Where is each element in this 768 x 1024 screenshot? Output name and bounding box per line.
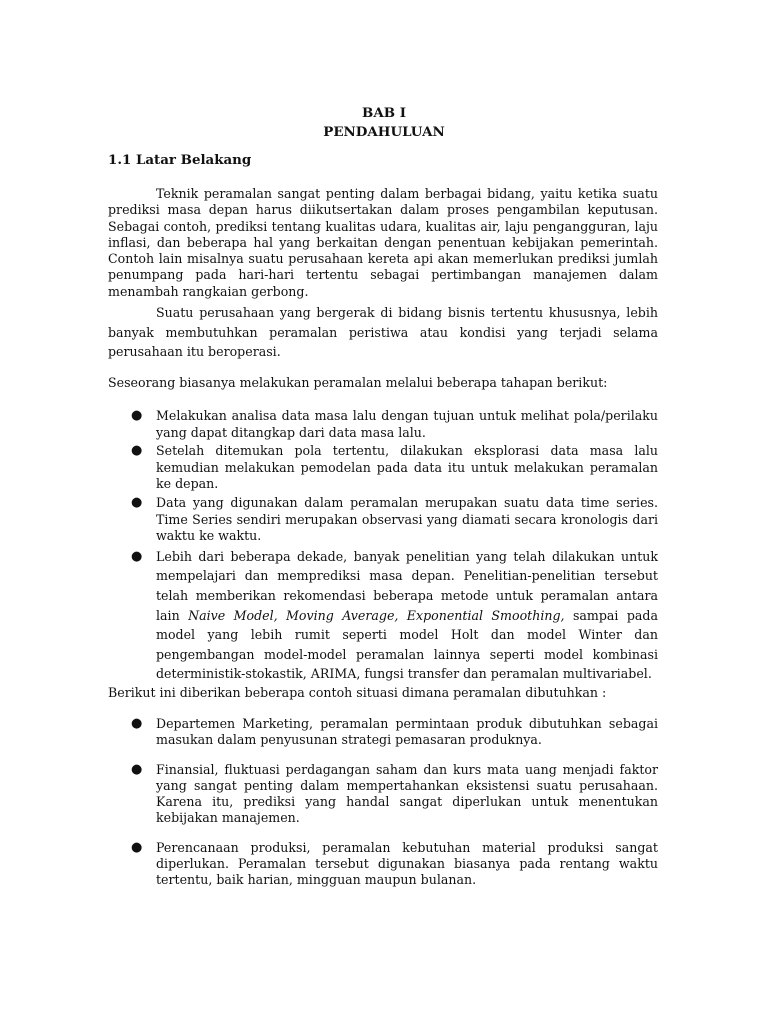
- list-item: [108, 547, 658, 684]
- paragraph-steps-intro: Seseorang biasanya melakukan peramalan melalui beberapa tahapan berikut:: [108, 375, 608, 390]
- list-item: [108, 443, 658, 493]
- steps-list: [108, 408, 658, 686]
- bullet-icon: ●: [131, 494, 143, 510]
- bullet-icon: ●: [131, 716, 143, 731]
- example-text: Perencanaan produksi, peramalan kebutuhan material produksi sangat diperlukan. Peramalan tersebut digunakan biasanya pada rentang waktu tertentu, baik harian, mingguan maupun bulanan.: [156, 839, 658, 888]
- bullet-icon: ●: [131, 761, 143, 777]
- paragraph-business: Suatu perusahaan yang bergerak di bidang bisnis tertentu khususnya, lebih banyak membutuhkan peramalan peristiwa atau kondisi yang terjadi selama perusahaan itu beroperasi.: [108, 305, 658, 360]
- step-text: Melakukan analisa data masa lalu dengan tujuan untuk melihat pola/perilaku yang dapat ditangkap dari data masa lalu.: [156, 408, 658, 440]
- paragraph-examples-intro: Berikut ini diberikan beberapa contoh situasi dimana peramalan dibutuhkan :: [108, 685, 607, 700]
- step-text-after: sampai pada model yang lebih rumit seperti model Holt dan model Winter dan pengembangan model-model peramalan lainnya seperti model kombinasi deterministik-stokastik, ARIMA, fungsi transfer dan peramalan multivariabel.: [156, 607, 658, 682]
- list-item: [108, 840, 658, 889]
- step-text: Data yang digunakan dalam peramalan merupakan suatu data time series. Time Series sendiri merupakan observasi yang diamati secara kronologis dari waktu ke waktu.: [156, 494, 658, 544]
- list-item: [108, 495, 658, 545]
- chapter-title: PENDAHULUAN: [323, 124, 445, 140]
- step-text: Setelah ditemukan pola tertentu, dilakukan eksplorasi data masa lalu kemudian melakukan pemodelan pada data itu untuk melakukan peramalan ke depan.: [156, 443, 658, 492]
- chapter-number: BAB I: [362, 105, 406, 121]
- examples-list: [108, 716, 658, 902]
- bullet-icon: ●: [131, 443, 143, 459]
- bullet-icon: ●: [131, 548, 143, 564]
- example-text: Finansial, fluktuasi perdagangan saham dan kurs mata uang menjadi faktor yang sangat penting dalam mempertahankan eksistensi suatu perusahaan. Karena itu, prediksi yang handal sangat diperlukan untuk menentukan kebijakan manajemen.: [156, 761, 658, 826]
- method-names: Naive Model, Moving Average, Exponential Smoothing,: [188, 607, 565, 623]
- section-title: 1.1 Latar Belakang: [108, 152, 252, 168]
- chapter-heading: [0, 104, 768, 142]
- paragraph-intro: Teknik peramalan sangat penting dalam berbagai bidang, yaitu ketika suatu prediksi masa depan harus diikutsertakan dalam proses pengambilan keputusan. Sebagai contoh, prediksi tentang kualitas udara, kualitas air, laju pengangguran, laju inflasi, dan beberapa hal yang berkaitan dengan penentuan kebijakan pemerintah. Contoh lain misalnya suatu perusahaan kereta api akan memerlukan prediksi jumlah penumpang pada hari-hari tertentu sebagai pertimbangan manajemen dalam menambah rangkaian gerbong.: [108, 186, 658, 299]
- step-text-before: Lebih dari beberapa dekade, banyak penelitian yang telah dilakukan untuk mempelajari dan memprediksi masa depan. Penelitian-penelitian tersebut telah memberikan rekomendasi beberapa metode untuk peramalan antara lain: [156, 548, 658, 623]
- bullet-icon: ●: [131, 408, 143, 423]
- list-item: [108, 716, 658, 749]
- example-text: Departemen Marketing, peramalan permintaan produk dibutuhkan sebagai masukan dalam penyusunan strategi pemasaran produknya.: [156, 716, 658, 748]
- list-item: [108, 408, 658, 441]
- list-item: [108, 762, 658, 827]
- bullet-icon: ●: [131, 839, 143, 855]
